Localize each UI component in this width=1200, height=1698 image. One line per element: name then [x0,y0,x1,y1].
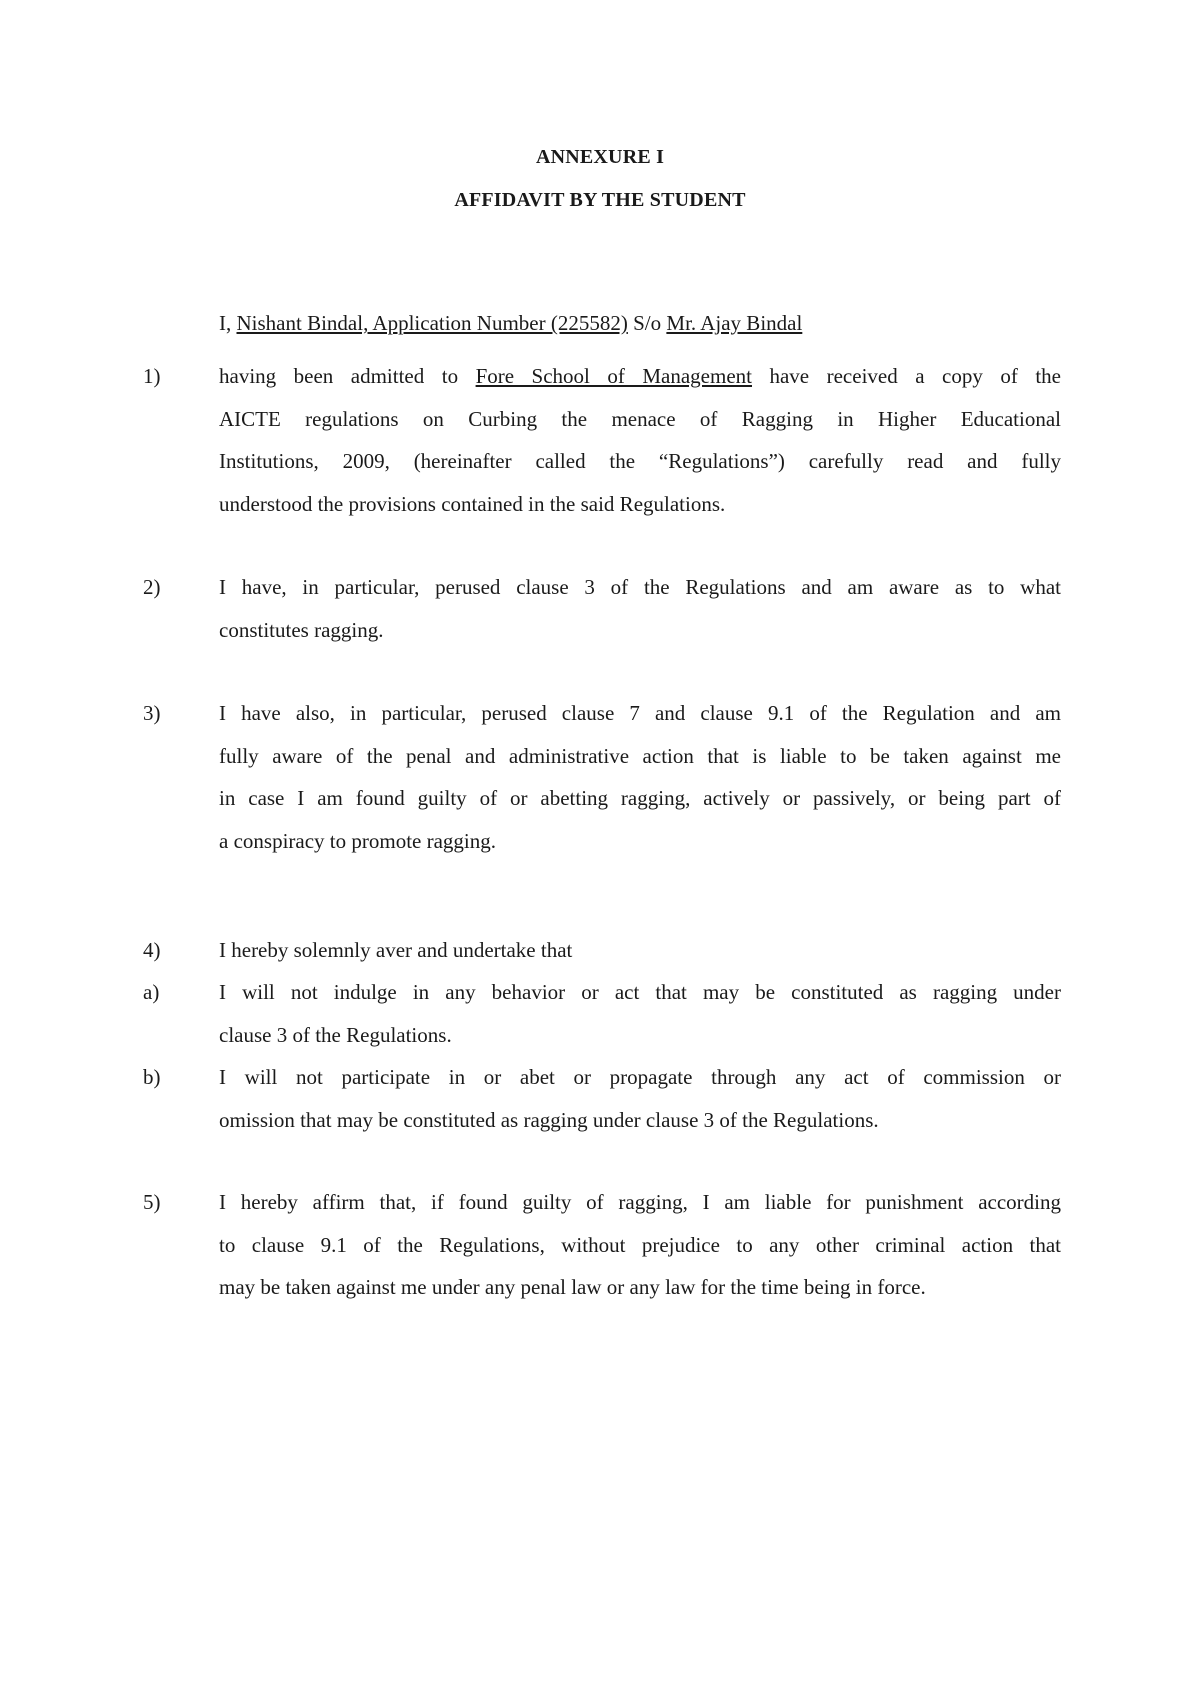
text-line: omission that may be constituted as ragging under clause 3 of the Regulations. [219,1107,879,1132]
item-text [219,355,1061,525]
text-line: I hereby solemnly aver and undertake that [219,938,573,962]
text-line: clause 3 of the Regulations. [219,1022,452,1047]
item-text [219,692,1061,862]
text-line: I have, in particular, perused clause 3 of the Regulations and am aware as to what [219,575,1061,599]
intro-middle: S/o [627,311,667,335]
text-line: I will not indulge in any behavior or act that may be constituted as ragging under [219,980,1061,1004]
text-line: in case I am found guilty of or abetting ragging, actively or passively, or being part of [219,786,1061,810]
student-name-application: Nishant Bindal, Application Number (225582) [236,311,628,335]
item-marker: 3) [143,701,161,725]
text-line: fully aware of the penal and administrative action that is liable to be taken against me [219,743,1061,768]
text-line: AICTE regulations on Curbing the menace of Ragging in Higher Educational [219,406,1061,431]
text-line: to clause 9.1 of the Regulations, without prejudice to any other criminal action that [219,1232,1061,1257]
item-marker: 2) [143,575,161,599]
text-line: a conspiracy to promote ragging. [219,828,496,853]
item-text [219,929,1061,972]
parent-name: Mr. Ajay Bindal [666,311,803,335]
intro-line [219,310,802,336]
item-marker: b) [143,1065,161,1089]
item-marker: a) [143,980,160,1004]
item-text [219,1056,1061,1141]
text-line: Institutions, 2009, (hereinafter called the “Regulations”) carefully read and fully [219,449,1061,473]
text-line: constitutes ragging. [219,617,384,642]
text-line: understood the provisions contained in the said Regulations. [219,491,726,516]
intro-prefix: I, [219,311,237,335]
text-line: having been admitted to Fore School of Management have received a copy of the [219,364,1061,388]
text-line: I will not participate in or abet or propagate through any act of commission or [219,1065,1061,1089]
text-line: I have also, in particular, perused clause 7 and clause 9.1 of the Regulation and am [219,701,1061,725]
item-text [219,971,1061,1056]
text-line: may be taken against me under any penal law or any law for the time being in force. [219,1275,926,1299]
item-text [219,566,1061,651]
affidavit-title: AFFIDAVIT BY THE STUDENT [454,189,746,211]
item-text [219,1181,1061,1309]
text-line: I hereby affirm that, if found guilty of ragging, I am liable for punishment according [219,1190,1061,1214]
annexure-heading: ANNEXURE I [535,146,665,168]
item-marker: 1) [143,364,161,388]
item-marker: 4) [143,938,161,962]
institution-name: Fore School of Management [475,364,752,388]
item-marker: 5) [143,1190,161,1214]
